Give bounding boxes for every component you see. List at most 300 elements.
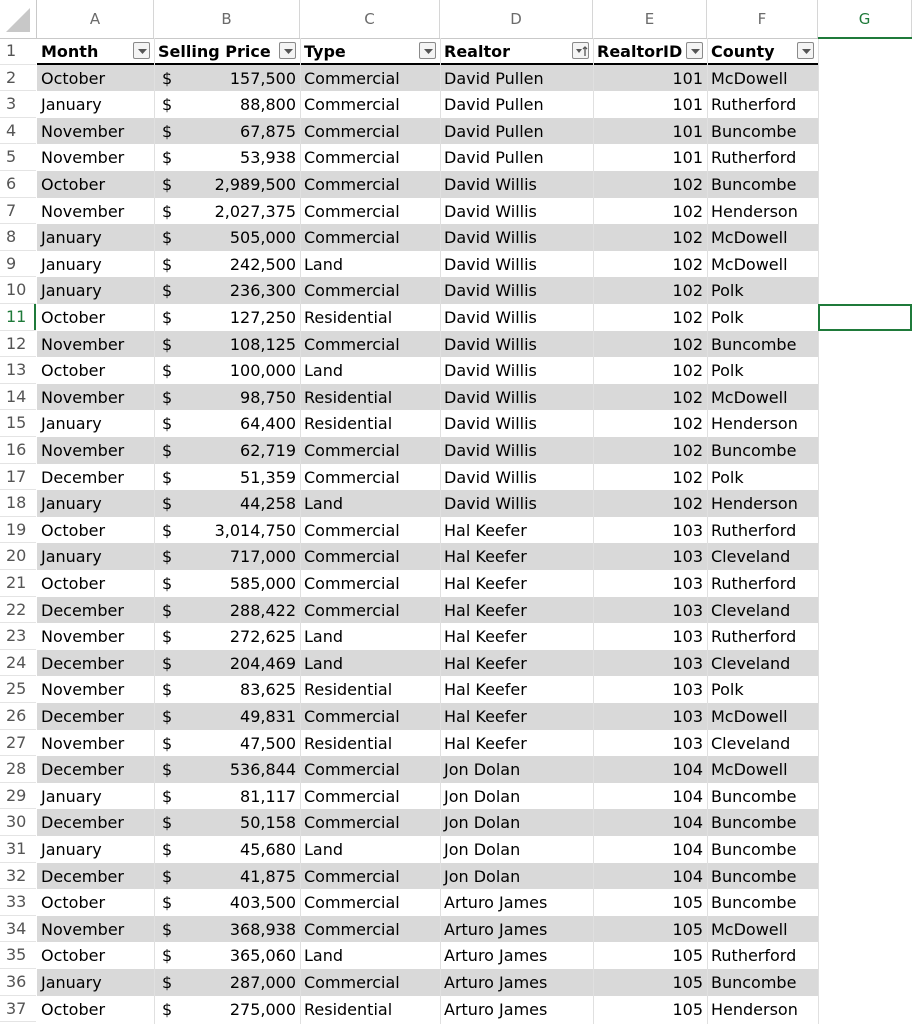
type-cell[interactable]: Residential xyxy=(304,414,393,434)
month-cell[interactable]: January xyxy=(41,228,102,248)
county-cell[interactable]: Henderson xyxy=(711,414,798,434)
month-cell[interactable]: October xyxy=(41,574,106,593)
county-cell[interactable]: Polk xyxy=(711,680,744,700)
selling-price-cell[interactable]: 51,359 xyxy=(240,467,296,487)
sort-ascending-filter-icon[interactable] xyxy=(572,42,589,59)
month-cell[interactable]: November xyxy=(41,201,125,221)
realtor-id-cell[interactable]: 103 xyxy=(672,600,703,620)
row-number[interactable]: 22 xyxy=(0,597,36,624)
row-number[interactable]: 27 xyxy=(0,730,36,757)
currency-symbol: $ xyxy=(162,813,173,833)
type-cell[interactable]: Commercial xyxy=(304,893,400,913)
month-cell[interactable]: October xyxy=(41,520,106,540)
month-cell[interactable]: January xyxy=(41,973,102,992)
month-cell[interactable]: October xyxy=(41,946,106,966)
selling-price-cell[interactable]: 204,469 xyxy=(229,653,296,673)
county-cell[interactable]: Rutherford xyxy=(711,946,797,966)
realtor-cell[interactable]: David Willis xyxy=(444,175,537,194)
month-cell[interactable]: December xyxy=(41,467,124,487)
county-cell[interactable]: Buncombe xyxy=(711,840,797,859)
currency-symbol: $ xyxy=(162,707,173,726)
currency-symbol: $ xyxy=(162,999,173,1019)
column-header-c[interactable]: C xyxy=(300,0,440,38)
realtor-id-cell[interactable]: 105 xyxy=(672,999,703,1019)
currency-symbol: $ xyxy=(162,680,173,700)
realtor-id-cell[interactable]: 103 xyxy=(672,707,703,726)
county-cell[interactable]: Cleveland xyxy=(711,653,791,673)
selling-price-cell[interactable]: 275,000 xyxy=(229,999,296,1019)
row-number[interactable]: 8 xyxy=(0,224,36,251)
selling-price-cell[interactable]: 47,500 xyxy=(240,733,296,753)
row-number[interactable]: 23 xyxy=(0,623,36,650)
type-cell[interactable]: Commercial xyxy=(304,786,400,806)
type-cell[interactable]: Commercial xyxy=(304,760,400,780)
selling-price-cell[interactable]: 2,027,375 xyxy=(214,201,296,221)
type-cell[interactable]: Commercial xyxy=(304,68,400,88)
realtor-id-cell[interactable]: 101 xyxy=(672,121,703,141)
selling-price-cell[interactable]: 505,000 xyxy=(229,228,296,248)
type-cell[interactable]: Residential xyxy=(304,733,393,753)
type-cell[interactable]: Residential xyxy=(304,308,393,327)
month-cell[interactable]: November xyxy=(41,148,125,168)
column-header-g[interactable]: G xyxy=(818,0,912,38)
month-cell[interactable]: December xyxy=(41,760,124,780)
type-cell[interactable]: Residential xyxy=(304,999,393,1019)
county-cell[interactable]: Buncombe xyxy=(711,121,797,141)
month-cell[interactable]: November xyxy=(41,121,125,141)
selling-price-cell[interactable]: 287,000 xyxy=(229,973,296,992)
row-number[interactable]: 35 xyxy=(0,942,36,969)
county-cell[interactable]: Buncombe xyxy=(711,441,797,460)
row-number[interactable]: 5 xyxy=(0,144,36,171)
header-county[interactable]: County xyxy=(707,38,818,65)
county-cell[interactable]: Polk xyxy=(711,467,744,487)
select-all-button[interactable] xyxy=(0,0,37,38)
realtor-id-cell[interactable]: 105 xyxy=(672,946,703,966)
county-cell[interactable]: Buncombe xyxy=(711,175,797,194)
month-cell[interactable]: January xyxy=(41,281,102,301)
row-number[interactable]: 15 xyxy=(0,410,36,437)
selling-price-cell[interactable]: 272,625 xyxy=(229,627,296,647)
realtor-id-cell[interactable]: 103 xyxy=(672,574,703,593)
column-header-f[interactable]: F xyxy=(707,0,818,38)
month-cell[interactable]: December xyxy=(41,600,124,620)
realtor-id-cell[interactable]: 101 xyxy=(672,148,703,168)
month-cell[interactable]: January xyxy=(41,414,102,434)
row-number[interactable]: 1 xyxy=(0,38,36,65)
realtor-cell[interactable]: Hal Keefer xyxy=(444,707,527,726)
row-number[interactable]: 2 xyxy=(0,65,36,92)
row-number[interactable]: 36 xyxy=(0,969,36,996)
row-number[interactable]: 31 xyxy=(0,836,36,863)
row-number[interactable]: 34 xyxy=(0,916,36,943)
selling-price-cell[interactable]: 53,938 xyxy=(240,148,296,168)
county-cell[interactable]: Buncombe xyxy=(711,866,797,886)
realtor-cell[interactable]: David Pullen xyxy=(444,95,544,115)
header-type[interactable]: Type xyxy=(300,38,440,65)
type-cell[interactable]: Land xyxy=(304,494,344,514)
type-cell[interactable]: Commercial xyxy=(304,973,400,992)
month-cell[interactable]: January xyxy=(41,95,102,115)
month-cell[interactable]: October xyxy=(41,999,106,1019)
type-cell[interactable]: Commercial xyxy=(304,520,400,540)
realtor-cell[interactable]: Hal Keefer xyxy=(444,653,527,673)
row-number[interactable]: 4 xyxy=(0,118,36,145)
currency-symbol: $ xyxy=(162,547,173,567)
county-cell[interactable]: McDowell xyxy=(711,254,788,274)
column-header-a[interactable]: A xyxy=(37,0,154,38)
month-cell[interactable]: January xyxy=(41,786,102,806)
row-number[interactable]: 25 xyxy=(0,676,36,703)
realtor-cell[interactable]: David Willis xyxy=(444,281,537,301)
realtor-id-cell[interactable]: 102 xyxy=(672,334,703,354)
selling-price-cell[interactable]: 100,000 xyxy=(229,361,296,381)
realtor-id-cell[interactable]: 102 xyxy=(672,414,703,434)
month-cell[interactable]: November xyxy=(41,919,125,939)
type-cell[interactable]: Land xyxy=(304,627,344,647)
realtor-cell[interactable]: Hal Keefer xyxy=(444,574,527,593)
filter-dropdown-icon[interactable] xyxy=(133,42,150,59)
month-cell[interactable]: October xyxy=(41,361,106,381)
selling-price-cell[interactable]: 50,158 xyxy=(240,813,296,833)
county-cell[interactable]: Cleveland xyxy=(711,733,791,753)
type-cell[interactable]: Commercial xyxy=(304,281,400,301)
month-cell[interactable]: October xyxy=(41,175,106,194)
row-number[interactable]: 6 xyxy=(0,171,36,198)
realtor-cell[interactable]: David Willis xyxy=(444,494,537,514)
selling-price-cell[interactable]: 83,625 xyxy=(240,680,296,700)
type-cell[interactable]: Land xyxy=(304,254,344,274)
currency-symbol: $ xyxy=(162,414,173,434)
county-cell[interactable]: Henderson xyxy=(711,494,798,514)
type-cell[interactable]: Commercial xyxy=(304,866,400,886)
selling-price-cell[interactable]: 49,831 xyxy=(240,707,296,726)
realtor-cell[interactable]: Arturo James xyxy=(444,973,548,992)
realtor-cell[interactable]: David Pullen xyxy=(444,68,544,88)
realtor-cell[interactable]: David Pullen xyxy=(444,148,544,168)
realtor-cell[interactable]: Jon Dolan xyxy=(444,866,521,886)
realtor-cell[interactable]: Hal Keefer xyxy=(444,680,527,700)
type-cell[interactable]: Land xyxy=(304,946,344,966)
realtor-id-cell[interactable]: 103 xyxy=(672,520,703,540)
currency-symbol: $ xyxy=(162,95,173,115)
selling-price-cell[interactable]: 81,117 xyxy=(240,786,296,806)
filter-dropdown-icon[interactable] xyxy=(686,42,703,59)
realtor-id-cell[interactable]: 102 xyxy=(672,228,703,248)
type-cell[interactable]: Commercial xyxy=(304,95,400,115)
realtor-id-cell[interactable]: 102 xyxy=(672,467,703,487)
month-cell[interactable]: November xyxy=(41,680,125,700)
realtor-cell[interactable]: Hal Keefer xyxy=(444,600,527,620)
realtor-id-cell[interactable]: 102 xyxy=(672,494,703,514)
county-cell[interactable]: Buncombe xyxy=(711,786,797,806)
type-cell[interactable]: Commercial xyxy=(304,467,400,487)
month-cell[interactable]: December xyxy=(41,653,124,673)
currency-symbol: $ xyxy=(162,973,173,992)
type-cell[interactable]: Land xyxy=(304,361,344,381)
month-cell[interactable]: November xyxy=(41,733,125,753)
realtor-id-cell[interactable]: 102 xyxy=(672,175,703,194)
realtor-cell[interactable]: Hal Keefer xyxy=(444,520,527,540)
county-cell[interactable]: Buncombe xyxy=(711,973,797,992)
gridline xyxy=(593,38,594,1024)
realtor-cell[interactable]: Jon Dolan xyxy=(444,840,521,859)
type-cell[interactable]: Commercial xyxy=(304,919,400,939)
selling-price-cell[interactable]: 236,300 xyxy=(229,281,296,301)
row-number[interactable]: 14 xyxy=(0,384,36,411)
filter-dropdown-icon[interactable] xyxy=(419,42,436,59)
type-cell[interactable]: Commercial xyxy=(304,148,400,168)
county-cell[interactable]: Rutherford xyxy=(711,520,797,540)
header-month[interactable]: Month xyxy=(37,38,154,65)
realtor-id-cell[interactable]: 105 xyxy=(672,973,703,992)
realtor-cell[interactable]: Jon Dolan xyxy=(444,760,521,780)
realtor-cell[interactable]: David Willis xyxy=(444,414,537,434)
selling-price-cell[interactable]: 62,719 xyxy=(240,441,296,460)
row-number[interactable]: 28 xyxy=(0,756,36,783)
realtor-cell[interactable]: David Willis xyxy=(444,441,537,460)
currency-symbol: $ xyxy=(162,653,173,673)
selling-price-cell[interactable]: 127,250 xyxy=(229,308,296,327)
row-number[interactable]: 20 xyxy=(0,543,36,570)
realtor-cell[interactable]: David Willis xyxy=(444,201,537,221)
type-cell[interactable]: Land xyxy=(304,653,344,673)
county-cell[interactable]: Buncombe xyxy=(711,334,797,354)
selling-price-cell[interactable]: 536,844 xyxy=(229,760,296,780)
currency-symbol: $ xyxy=(162,441,173,460)
currency-symbol: $ xyxy=(162,840,173,859)
realtor-id-cell[interactable]: 104 xyxy=(672,760,703,780)
type-cell[interactable]: Commercial xyxy=(304,813,400,833)
row-number[interactable]: 11 xyxy=(0,304,36,331)
county-cell[interactable]: McDowell xyxy=(711,919,788,939)
row-number[interactable]: 16 xyxy=(0,437,36,464)
county-cell[interactable]: Polk xyxy=(711,281,744,301)
realtor-id-cell[interactable]: 101 xyxy=(672,68,703,88)
currency-symbol: $ xyxy=(162,760,173,780)
currency-symbol: $ xyxy=(162,893,173,913)
selling-price-cell[interactable]: 365,060 xyxy=(229,946,296,966)
month-cell[interactable]: October xyxy=(41,308,106,327)
currency-symbol: $ xyxy=(162,148,173,168)
type-cell[interactable]: Commercial xyxy=(304,574,400,593)
currency-symbol: $ xyxy=(162,574,173,593)
month-cell[interactable]: January xyxy=(41,547,102,567)
header-realtor[interactable]: Realtor xyxy=(440,38,593,65)
selling-price-cell[interactable]: 717,000 xyxy=(229,547,296,567)
selling-price-cell[interactable]: 3,014,750 xyxy=(214,520,296,540)
realtor-cell[interactable]: Jon Dolan xyxy=(444,813,521,833)
row-number[interactable]: 29 xyxy=(0,783,36,810)
currency-symbol: $ xyxy=(162,68,173,88)
realtor-cell[interactable]: David Willis xyxy=(444,334,537,354)
column-header-b[interactable]: B xyxy=(154,0,300,38)
selling-price-cell[interactable]: 288,422 xyxy=(229,600,296,620)
realtor-cell[interactable]: Arturo James xyxy=(444,893,548,913)
row-number[interactable]: 32 xyxy=(0,863,36,890)
type-cell[interactable]: Commercial xyxy=(304,441,400,460)
row-number[interactable]: 26 xyxy=(0,703,36,730)
realtor-cell[interactable]: David Willis xyxy=(444,387,537,407)
month-cell[interactable]: November xyxy=(41,334,125,354)
selling-price-cell[interactable]: 88,800 xyxy=(240,95,296,115)
realtor-cell[interactable]: Arturo James xyxy=(444,946,548,966)
currency-symbol: $ xyxy=(162,467,173,487)
selling-price-cell[interactable]: 403,500 xyxy=(229,893,296,913)
realtor-id-cell[interactable]: 104 xyxy=(672,866,703,886)
row-number[interactable]: 3 xyxy=(0,91,36,118)
county-cell[interactable]: McDowell xyxy=(711,707,788,726)
realtor-id-cell[interactable]: 104 xyxy=(672,840,703,859)
realtor-id-cell[interactable]: 103 xyxy=(672,547,703,567)
type-cell[interactable]: Commercial xyxy=(304,600,400,620)
realtor-id-cell[interactable]: 102 xyxy=(672,201,703,221)
realtor-id-cell[interactable]: 101 xyxy=(672,95,703,115)
realtor-id-cell[interactable]: 105 xyxy=(672,893,703,913)
realtor-id-cell[interactable]: 103 xyxy=(672,733,703,753)
currency-symbol: $ xyxy=(162,175,173,194)
row-number[interactable]: 9 xyxy=(0,251,36,278)
row-number[interactable]: 19 xyxy=(0,517,36,544)
header-selling-price[interactable]: Selling Price xyxy=(154,38,300,65)
realtor-cell[interactable]: David Willis xyxy=(444,254,537,274)
realtor-id-cell[interactable]: 102 xyxy=(672,387,703,407)
type-cell[interactable]: Commercial xyxy=(304,201,400,221)
county-cell[interactable]: Henderson xyxy=(711,999,798,1019)
selling-price-cell[interactable]: 108,125 xyxy=(229,334,296,354)
realtor-cell[interactable]: Arturo James xyxy=(444,999,548,1019)
realtor-id-cell[interactable]: 105 xyxy=(672,919,703,939)
row-number[interactable]: 33 xyxy=(0,889,36,916)
row-number[interactable]: 13 xyxy=(0,357,36,384)
county-cell[interactable]: Cleveland xyxy=(711,600,791,620)
county-cell[interactable]: McDowell xyxy=(711,228,788,248)
selling-price-cell[interactable]: 98,750 xyxy=(240,387,296,407)
county-cell[interactable]: Rutherford xyxy=(711,148,797,168)
type-cell[interactable]: Land xyxy=(304,840,344,859)
type-cell[interactable]: Commercial xyxy=(304,547,400,567)
selected-cell-g11[interactable] xyxy=(818,304,912,331)
selling-price-cell[interactable]: 67,875 xyxy=(240,121,296,141)
county-cell[interactable]: McDowell xyxy=(711,387,788,407)
county-cell[interactable]: Buncombe xyxy=(711,893,797,913)
county-cell[interactable]: Rutherford xyxy=(711,574,797,593)
realtor-cell[interactable]: Jon Dolan xyxy=(444,786,521,806)
county-cell[interactable]: Polk xyxy=(711,308,744,327)
realtor-cell[interactable]: David Willis xyxy=(444,467,537,487)
month-cell[interactable]: October xyxy=(41,893,106,913)
realtor-id-cell[interactable]: 102 xyxy=(672,441,703,460)
month-cell[interactable]: January xyxy=(41,840,102,859)
gridline xyxy=(300,38,301,1024)
county-cell[interactable]: Rutherford xyxy=(711,627,797,647)
row-number[interactable]: 37 xyxy=(0,996,36,1023)
realtor-id-cell[interactable]: 103 xyxy=(672,653,703,673)
realtor-id-cell[interactable]: 102 xyxy=(672,281,703,301)
column-header-e[interactable]: E xyxy=(593,0,707,38)
realtor-id-cell[interactable]: 102 xyxy=(672,254,703,274)
realtor-id-cell[interactable]: 102 xyxy=(672,361,703,381)
realtor-cell[interactable]: Hal Keefer xyxy=(444,547,527,567)
type-cell[interactable]: Commercial xyxy=(304,707,400,726)
county-cell[interactable]: Rutherford xyxy=(711,95,797,115)
month-cell[interactable]: October xyxy=(41,68,106,88)
county-cell[interactable]: Buncombe xyxy=(711,813,797,833)
realtor-cell[interactable]: Arturo James xyxy=(444,919,548,939)
type-cell[interactable]: Residential xyxy=(304,387,393,407)
row-number[interactable]: 7 xyxy=(0,198,36,225)
type-cell[interactable]: Commercial xyxy=(304,175,400,194)
county-cell[interactable]: Cleveland xyxy=(711,547,791,567)
selling-price-cell[interactable]: 368,938 xyxy=(229,919,296,939)
realtor-id-cell[interactable]: 102 xyxy=(672,308,703,327)
realtor-cell[interactable]: David Willis xyxy=(444,361,537,381)
realtor-id-cell[interactable]: 103 xyxy=(672,627,703,647)
row-number[interactable]: 12 xyxy=(0,331,36,358)
county-cell[interactable]: Polk xyxy=(711,361,744,381)
type-cell[interactable]: Commercial xyxy=(304,334,400,354)
county-cell[interactable]: McDowell xyxy=(711,760,788,780)
realtor-cell[interactable]: David Willis xyxy=(444,308,537,327)
type-cell[interactable]: Residential xyxy=(304,680,393,700)
row-number[interactable]: 17 xyxy=(0,464,36,491)
filter-dropdown-icon[interactable] xyxy=(797,42,814,59)
type-cell[interactable]: Commercial xyxy=(304,228,400,248)
gridline xyxy=(707,38,708,1024)
realtor-cell[interactable]: David Willis xyxy=(444,228,537,248)
currency-symbol: $ xyxy=(162,361,173,381)
selling-price-cell[interactable]: 41,875 xyxy=(240,866,296,886)
column-header-d[interactable]: D xyxy=(440,0,593,38)
selling-price-cell[interactable]: 64,400 xyxy=(240,414,296,434)
currency-symbol: $ xyxy=(162,866,173,886)
month-cell[interactable]: December xyxy=(41,813,124,833)
month-cell[interactable]: December xyxy=(41,866,124,886)
row-number[interactable]: 10 xyxy=(0,277,36,304)
selling-price-cell[interactable]: 585,000 xyxy=(229,574,296,593)
row-number[interactable]: 24 xyxy=(0,650,36,677)
header-realtorid[interactable]: RealtorID xyxy=(593,38,707,65)
realtor-cell[interactable]: Hal Keefer xyxy=(444,733,527,753)
filter-dropdown-icon[interactable] xyxy=(279,42,296,59)
month-cell[interactable]: November xyxy=(41,387,125,407)
realtor-cell[interactable]: Hal Keefer xyxy=(444,627,527,647)
type-cell[interactable]: Commercial xyxy=(304,121,400,141)
realtor-id-cell[interactable]: 103 xyxy=(672,680,703,700)
row-number[interactable]: 18 xyxy=(0,490,36,517)
realtor-id-cell[interactable]: 104 xyxy=(672,786,703,806)
realtor-id-cell[interactable]: 104 xyxy=(672,813,703,833)
selling-price-cell[interactable]: 45,680 xyxy=(240,840,296,859)
selling-price-cell[interactable]: 2,989,500 xyxy=(214,175,296,194)
county-cell[interactable]: Henderson xyxy=(711,201,798,221)
selling-price-cell[interactable]: 157,500 xyxy=(229,68,296,88)
currency-symbol: $ xyxy=(162,254,173,274)
currency-symbol: $ xyxy=(162,919,173,939)
selling-price-cell[interactable]: 44,258 xyxy=(240,494,296,514)
month-cell[interactable]: November xyxy=(41,441,125,460)
month-cell[interactable]: December xyxy=(41,707,124,726)
currency-symbol: $ xyxy=(162,121,173,141)
month-cell[interactable]: January xyxy=(41,494,102,514)
month-cell[interactable]: January xyxy=(41,254,102,274)
realtor-cell[interactable]: David Pullen xyxy=(444,121,544,141)
row-number[interactable]: 21 xyxy=(0,570,36,597)
selling-price-cell[interactable]: 242,500 xyxy=(229,254,296,274)
month-cell[interactable]: November xyxy=(41,627,125,647)
row-number[interactable]: 30 xyxy=(0,809,36,836)
county-cell[interactable]: McDowell xyxy=(711,68,788,88)
